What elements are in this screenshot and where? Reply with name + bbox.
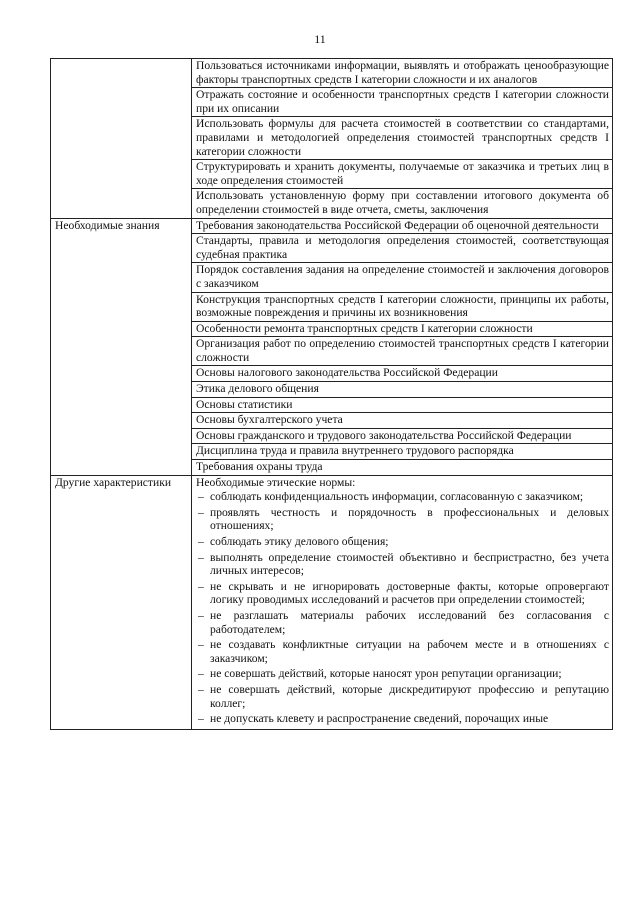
ethics-intro: Необходимые этические нормы: (196, 475, 356, 489)
list-item: – не создавать конфликтные ситуации на рабочем месте и в отношениях с заказчиком; (196, 638, 609, 665)
list-item: – не допускать клевету и распространение сведений, порочащих иные (196, 712, 609, 726)
knowledge-cell: Особенности ремонта транспортных средств I категории сложности (192, 321, 613, 337)
knowledge-cell: Стандарты, правила и методология определения стоимостей, соответствующая судебная практика (192, 234, 613, 263)
other-characteristics-label: Другие характеристики (51, 475, 192, 729)
knowledge-cell: Требования охраны труда (192, 460, 613, 476)
qualification-table (50, 58, 613, 730)
list-item: – не совершать действий, которые дискредитируют профессию и репутацию коллег; (196, 683, 609, 710)
table-row (51, 59, 613, 88)
skill-cell: Структурировать и хранить документы, получаемые от заказчика и третьих лиц в ходе определения стоимостей (192, 160, 613, 189)
knowledge-cell: Основы налогового законодательства Российской Федерации (192, 366, 613, 382)
list-item: – не разглашать материалы рабочих исследований без согласования с работодателем; (196, 609, 609, 636)
knowledge-cell: Конструкция транспортных средств I категории сложности, принципы их работы, возможные повреждения и причины их возникновения (192, 292, 613, 321)
knowledge-cell: Основы гражданского и трудового законодательства Российской Федерации (192, 428, 613, 444)
knowledge-cell: Этика делового общения (192, 382, 613, 398)
knowledge-label: Необходимые знания (51, 218, 192, 475)
page-number: 11 (314, 32, 326, 46)
list-item: – соблюдать конфиденциальность информации, согласованную с заказчиком; (196, 490, 609, 504)
ethics-cell (192, 475, 613, 729)
knowledge-cell: Основы бухгалтерского учета (192, 413, 613, 429)
ethics-list (196, 490, 609, 726)
skill-cell: Отражать состояние и особенности транспортных средств I категории сложности при их описании (192, 88, 613, 117)
skill-cell: Пользоваться источниками информации, выявлять и отображать ценообразующие факторы транспортных средств I категории сложности и их аналогов (192, 59, 613, 88)
knowledge-cell: Организация работ по определению стоимостей транспортных средств I категории сложности (192, 337, 613, 366)
list-item: – соблюдать этику делового общения; (196, 535, 609, 549)
knowledge-cell: Порядок составления задания на определение стоимостей и заключения договоров с заказчиком (192, 263, 613, 292)
table-row (51, 218, 613, 234)
list-item: – не совершать действий, которые наносят урон репутации организации; (196, 667, 609, 681)
list-item: – выполнять определение стоимостей объективно и беспристрастно, без учета личных интересов; (196, 551, 609, 578)
list-item: – не скрывать и не игнорировать достоверные факты, которые опровергают логику проводимых исследований и расчетов при определении стоимостей; (196, 580, 609, 607)
table-row (51, 475, 613, 729)
skill-cell: Использовать установленную форму при составлении итогового документа об определении стоимостей в виде отчета, сметы, заключения (192, 189, 613, 218)
list-item: – проявлять честность и порядочность в профессиональных и деловых отношениях; (196, 506, 609, 533)
knowledge-cell: Требования законодательства Российской Федерации об оценочной деятельности (192, 218, 613, 234)
knowledge-cell: Основы статистики (192, 397, 613, 413)
knowledge-cell: Дисциплина труда и правила внутреннего трудового распорядка (192, 444, 613, 460)
empty-label-cell (51, 59, 192, 219)
skill-cell: Использовать формулы для расчета стоимостей в соответствии со стандартами, правилами и методологией определения стоимостей транспортных средств I категории сложности (192, 117, 613, 160)
